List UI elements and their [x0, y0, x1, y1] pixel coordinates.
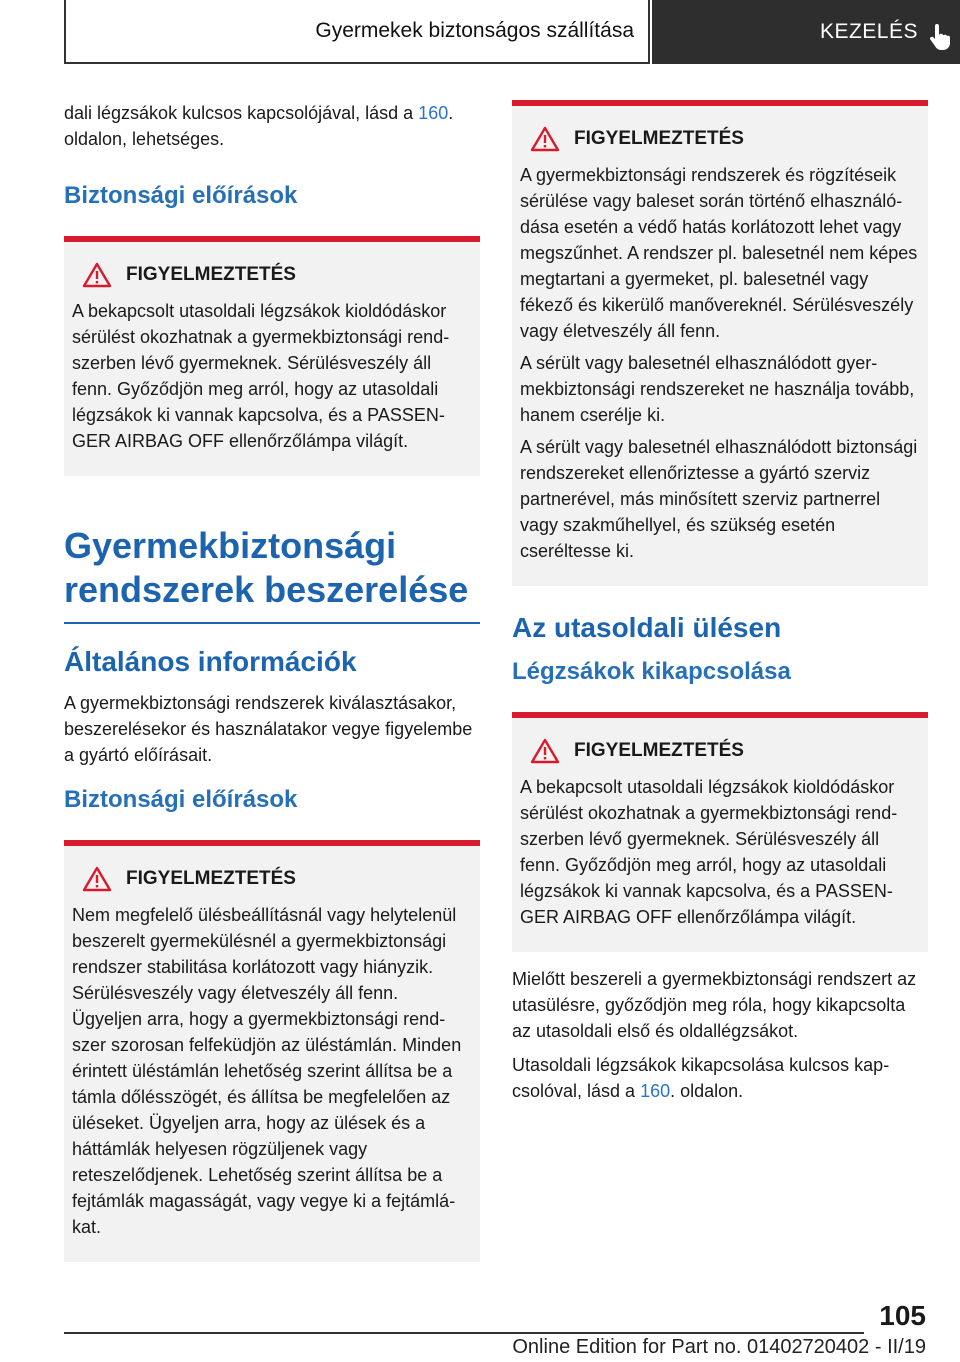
hand-pointer-icon: [928, 24, 950, 50]
warning-title-text: FIGYELMEZTETÉS: [574, 740, 744, 761]
heading-airbag-deactivation: Légzsákok kikapcsolása: [512, 658, 791, 685]
warning-box: [64, 840, 480, 1262]
warning-text: A bekapcsolt utasoldali légzsákok kioldódáskor sérülést okozhatnak a gyermekbiztonsági rendszerben lévő gyermeknek. Sérülésveszély áll fenn. Győződjön meg arról, hogy az utasoldali légzsákok ki vannak kapcsolva, és a PASSENGER AIRBAG OFF ellenőrzőlámpa világít.: [520, 777, 898, 927]
warning-box: [64, 236, 480, 476]
heading-safety-rules-2: Biztonsági előírások: [64, 786, 298, 813]
warning-text: A gyermekbiztonsági rendszerek és rögzítéseik sérülése vagy baleset során történő elhasználódása esetén a védő hatás korlátozott lehet vagy megszűnhet. A rendszer pl. balesetnél nem képes megtartani a gyermeket, pl. balesetnél vagy fékező és kikerülő manővereknél. Sérülésveszély vagy életveszély áll fenn.: [520, 165, 918, 341]
warning-box: [512, 100, 928, 586]
page-number: 105: [879, 1300, 926, 1331]
chapter-tab-label: KEZELÉS: [819, 20, 918, 43]
intro-text: dali légzsákok kulcsos kapcsolójával, lásd a: [64, 103, 419, 123]
para2-suffix: . oldalon.: [670, 1081, 744, 1101]
warning-triangle-icon: [530, 126, 560, 152]
warning-title-text: FIGYELMEZTETÉS: [574, 128, 744, 149]
intro-suffix: . oldalon, lehetséges.: [64, 103, 454, 149]
warning-title-text: FIGYELMEZTETÉS: [126, 868, 296, 889]
page-link-160[interactable]: 160: [640, 1081, 671, 1101]
para2-text: Utasoldali légzsákok kikapcsolása kulcsos kapcsolóval, lásd a: [512, 1055, 890, 1101]
footer-edition: Online Edition for Part no. 01402720402 - II/19: [512, 1336, 926, 1358]
left-column: [64, 100, 480, 1262]
section-title: Gyermekek biztonságos szállítása: [64, 0, 650, 64]
right-column: [512, 100, 928, 1112]
warning-text: Nem megfelelő ülésbeállításnál vagy helytelenül beszerelt gyermekülésnél a gyermekbiztonsági rendszer stabilitása korlátozott vagy hiányzik. Sérülésveszély vagy életveszély áll fenn. Ügyeljen arra, hogy a gyermekbiztonsági rendszer szorosan felfeküdjön az üléstámlán. Minden érintett üléstámlán lehetőség szerint állítsa be a támla dőlésszögét, és állítsa be megfelelően az üléseket. Ügyeljen arra, hogy az ülések és a háttámlák helyesen rögzüljenek vagy reteszelődjenek. Lehetőség szerint állítsa be a fejtámlák magasságát, vagy vegye ki a fejtámlákat.: [72, 905, 462, 1237]
warning-title: [82, 866, 470, 892]
footer-divider: [64, 1332, 864, 1334]
chapter-tab[interactable]: [652, 0, 960, 64]
page-link-160[interactable]: 160: [418, 103, 449, 123]
warning-triangle-icon: [82, 866, 112, 892]
body-paragraph: [512, 1052, 928, 1104]
warning-box: [512, 712, 928, 952]
heading-divider: [64, 622, 480, 624]
warning-triangle-icon: [82, 262, 112, 288]
warning-text: A bekapcsolt utasoldali légzsákok kioldódáskor sérülést okozhatnak a gyermekbiztonsági rendszerben lévő gyermeknek. Sérülésveszély áll fenn. Győződjön meg arról, hogy az utasoldali légzsákok ki vannak kapcsolva, és a PASSENGER AIRBAG OFF ellenőrzőlámpa világít.: [72, 301, 450, 451]
warning-title: [82, 262, 470, 288]
page-header: [64, 0, 960, 66]
warning-title: [530, 738, 918, 764]
warning-title: [530, 126, 918, 152]
heading-passenger-seat: Az utasoldali ülésen: [512, 612, 782, 643]
heading-safety-rules: Biztonsági előírások: [64, 182, 298, 209]
warning-title-text: FIGYELMEZTETÉS: [126, 264, 296, 285]
intro-paragraph: [64, 100, 480, 152]
warning-text: A sérült vagy balesetnél elhasználódott gyermekbiztonsági rendszereket ne használja tovább, hanem cserélje ki.: [520, 353, 915, 425]
warning-text: A sérült vagy balesetnél elhasználódott biztonsági rendszereket ellenőriztesse a gyártó szerviz partnerével, más minősített szerviz partnerrel vagy szakműhellyel, és szükség esetén cseréltesse ki.: [520, 437, 918, 561]
chapter-heading: Gyermekbiztonsági rendszerek beszerelése: [64, 525, 469, 610]
heading-general-info: Általános információk: [64, 646, 357, 677]
body-paragraph: Mielőtt beszereli a gyermekbiztonsági rendszert az utasülésre, győződjön meg róla, hogy kikapcsolta az utasoldali első és oldallégzsákot.: [512, 969, 917, 1041]
warning-triangle-icon: [530, 738, 560, 764]
general-info-text: A gyermekbiztonsági rendszerek kiválasztásakor, beszerelésekor és használatakor vegye figyelembe a gyártó előírásait.: [64, 693, 473, 765]
